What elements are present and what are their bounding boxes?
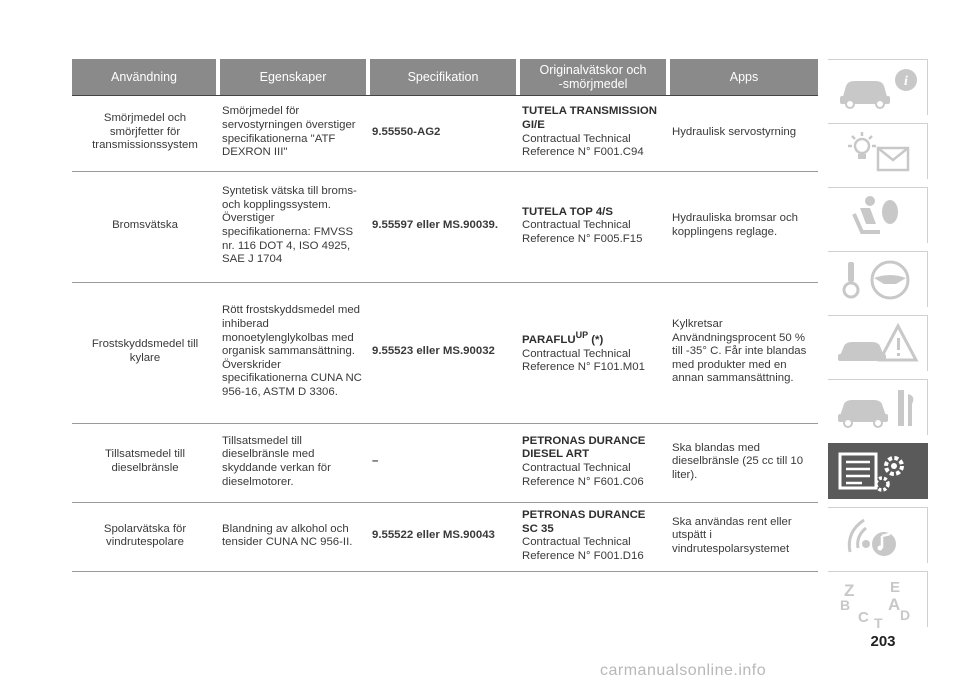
cell-fluid	[518, 424, 668, 503]
fluid-reference: Contractual Technical Reference N° F005.F15	[522, 219, 643, 245]
cell-specification: 9.55522 eller MS.90043	[368, 503, 518, 572]
cell-properties: Rött frostskyddsmedel med inhiberad monoetylenglykolbas med organisk sammansättning. Överskrider specifikationerna CUNA NC 956-16, ASTM D 3306.	[218, 283, 368, 424]
cell-apps: Hydrauliska bromsar och kopplingens reglage.	[668, 172, 818, 283]
cell-apps: Ska användas rent eller utspätt i vindrutespolarsystemet	[668, 503, 818, 572]
tab-index[interactable]	[828, 571, 928, 627]
fluid-name: PETRONAS DURANCE DIESEL ART	[522, 434, 646, 461]
header-apps: Apps	[668, 59, 818, 95]
svg-text:D: D	[900, 607, 911, 623]
svg-text:T: T	[874, 615, 883, 628]
svg-text:C: C	[858, 609, 869, 626]
cell-specification: 9.55597 eller MS.90039.	[368, 172, 518, 283]
cell-apps: Kylkretsar Användningsprocent 50 % till -35° C. Får inte blandas med produkter med en annan sammansättning.	[668, 283, 818, 424]
tab-technical-data[interactable]	[828, 443, 928, 499]
header-use: Användning	[72, 59, 218, 95]
car-info-icon	[836, 66, 920, 110]
tab-emergency[interactable]	[828, 315, 928, 371]
table-row	[72, 503, 818, 572]
fluid-reference: Contractual Technical Reference N° F001.C94	[522, 132, 644, 159]
cell-specification: 9.55550-AG2	[368, 96, 518, 172]
watermark: carmanualsonline.info	[600, 662, 767, 679]
airbag-seat-icon	[836, 194, 920, 238]
cell-properties: Blandning av alkohol och tensider CUNA NC 956-II.	[218, 503, 368, 572]
fluid-name: PETRONAS DURANCE SC 35	[522, 509, 646, 535]
cell-use: Spolarvätska för vindrutespolare	[72, 503, 218, 572]
emergency-icon	[836, 322, 920, 366]
cell-use: Tillsatsmedel till dieselbränsle	[72, 424, 218, 503]
cell-properties: Smörjmedel för servostyrningen överstiger specifikationerna "ATF DEXRON III"	[218, 96, 368, 172]
cell-fluid	[518, 503, 668, 572]
fluid-reference: Contractual Technical Reference N° F001.D16	[522, 536, 644, 562]
cell-fluid	[518, 96, 668, 172]
table-row	[72, 283, 818, 424]
svg-text:B: B	[840, 597, 851, 613]
tab-multimedia[interactable]	[828, 507, 928, 563]
table-row	[72, 96, 818, 172]
fluid-reference: Contractual Technical Reference N° F101.M01	[522, 347, 645, 374]
cell-fluid	[518, 172, 668, 283]
svg-text:Z: Z	[844, 581, 855, 600]
cell-specification: –	[368, 424, 518, 503]
table-header-row	[72, 59, 818, 95]
cell-apps: Hydraulisk servostyrning	[668, 96, 818, 172]
fluids-table	[72, 59, 818, 572]
cell-properties: Syntetisk vätska till broms- och kopplingssystem. Överstiger specifikationerna: FMVSS nr. 116 DOT 4, ISO 4925, SAE J 1704	[218, 172, 368, 283]
tab-starting-driving[interactable]	[828, 251, 928, 307]
page-number: 203	[870, 633, 896, 650]
technical-data-icon	[836, 450, 920, 494]
maintenance-icon	[836, 386, 920, 430]
cell-use: Frostskyddsmedel till kylare	[72, 283, 218, 424]
svg-text:i: i	[904, 74, 908, 89]
tab-safety[interactable]	[828, 187, 928, 243]
header-properties: Egenskaper	[218, 59, 368, 95]
cell-use: Smörjmedel och smörjfetter för transmissionssystem	[72, 96, 218, 172]
cell-apps: Ska blandas med dieselbränsle (25 cc till 10 liter).	[668, 424, 818, 503]
table-row	[72, 424, 818, 503]
header-original-fluids: Originalvätskor och -smörjmedel	[518, 59, 668, 95]
tab-warning-lights[interactable]	[828, 123, 928, 179]
header-specification: Specifikation	[368, 59, 518, 95]
fluid-name: TUTELA TRANSMISSION GI/E	[522, 105, 657, 131]
steering-key-icon	[836, 258, 920, 302]
warning-lights-icon	[836, 130, 920, 174]
cell-fluid	[518, 283, 668, 424]
cell-use: Bromsvätska	[72, 172, 218, 283]
index-icon	[836, 578, 920, 628]
multimedia-icon	[836, 514, 920, 558]
svg-text:E: E	[890, 579, 901, 596]
tab-car-info[interactable]	[828, 59, 928, 115]
table-row	[72, 172, 818, 283]
cell-specification: 9.55523 eller MS.90032	[368, 283, 518, 424]
svg-text:A: A	[888, 595, 901, 614]
tab-maintenance[interactable]	[828, 379, 928, 435]
fluid-name: TUTELA TOP 4/S	[522, 205, 613, 218]
fluid-reference: Contractual Technical Reference N° F601.C06	[522, 462, 644, 488]
cell-properties: Tillsatsmedel till dieselbränsle med skyddande verkan för dieselmotorer.	[218, 424, 368, 503]
fluid-name: $PARAFLU^{UP}$ (*)	[522, 330, 604, 346]
